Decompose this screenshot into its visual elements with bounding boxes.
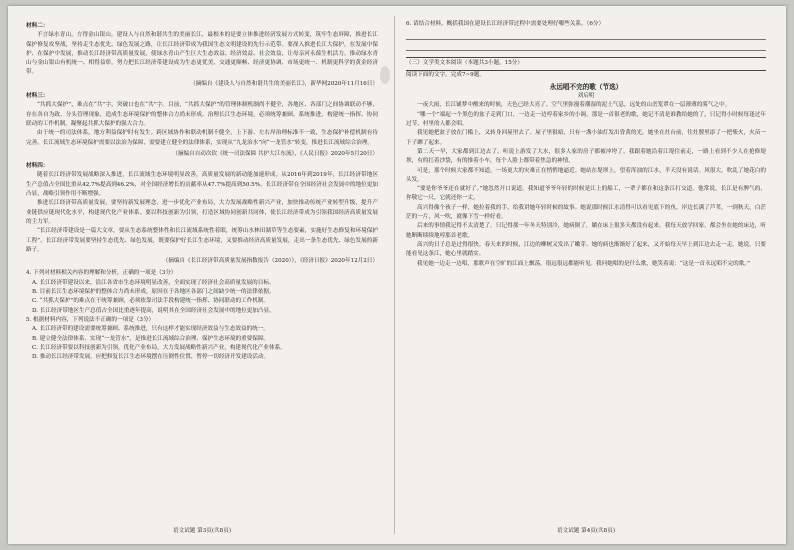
question-4-option: D. 长江经济带地区生产总值占全国比重逐年提高，说明其在全国经济社会发展中的地位更加凸显。	[32, 307, 275, 314]
page-3	[26, 20, 378, 536]
page-divider	[394, 16, 395, 534]
page-4	[406, 20, 766, 536]
story-para: 后来的事情我记得不太清楚了。只记得那一年冬天特别冷，她病倒了，躺在床上很多天都没有起来。我每天放学回家，都会坐在她的床边，听她断断续续地哼那首老歌。	[406, 223, 766, 239]
material-four-para: 随着长江经济带发展战略深入推进，长江流域生态环境明显改善，高质量发展的新动能加速形成。从2016年到2019年，长江经济带地区生产总值占全国比重从42.7%提高到46.2%，对全国经济增长的贡献率从47.7%提高到50.5%。长江经济带在全国经济社会发展中的地位更加凸显，战略引领作用不断增强。	[26, 172, 378, 198]
story-para: 第二天一早，大家都到江边去了。听说上游发了大水，很多人家的房子都被冲垮了。我跟着她沿着江堤往前走，一路上看到不少人在抢修堤坝，有的扛着沙袋，有的推着小车，每个人脸上都带着焦急的神情。	[406, 148, 766, 165]
story-title: 永远唱不完的歌（节选）	[549, 82, 623, 91]
question-5-option: A. 长江经济带的建设需要统筹兼顾、系统推进，只有这样才能实现经济效益与生态效益的统一。	[32, 326, 269, 333]
question-5-stem: 5. 根据材料内容，下列说法不正确的一项是（3分）	[26, 316, 155, 323]
question-5-option: C. 长江经济带要以科技创新为引领，优化产业布局，大力发展战略性新兴产业，构建现代化产业体系。	[32, 344, 286, 351]
material-three-para: 由于统一的司法体系，地方利益保护时有发生。跨区域协作和联动机制不健全，上下游、左右岸治理标准不一致，生态保护补偿机制有待完善。长江流域生态环境保护需要以法治为保障，需要建立健全的法律体系，实现从“九龙治水”向“一龙管水”转变，推进长江流域综合治理。	[26, 130, 378, 146]
material-three-source: （摘编自自动次钦《统一司法保障 共护大江东流》，《人民日报》2020年5月20日）	[172, 150, 378, 157]
section-heading: （三）文学类文本阅读（本题共3小题，15分）	[406, 57, 766, 70]
scan-smudge	[380, 66, 390, 84]
material-three-title: 材料三：	[26, 93, 49, 100]
story-author: 刘启明	[577, 93, 595, 100]
answer-line[interactable]	[406, 32, 766, 40]
story-para: 高兴的日子总是过得很快。春天来的时候，江边的柳树又发出了嫩芽。她的病也渐渐好了起来，又开始每天早上到江边去走一走。她说，只要能看见这条江，她心里就踏实。	[406, 241, 766, 258]
page-3-footer: 语文试题 第3页(共8页)	[172, 527, 231, 534]
story-para: 我见她把盆子放在门槛上，又转身回屋里去了。屋子里很暗，只有一盏小油灯发出昏黄的光。她坐在灶台前，往灶膛里添了一把柴火，火苗一下子蹿了起来。	[406, 130, 766, 146]
question-5-option: B. 建立健全法律体系、实现“一龙管水”，是推进长江流域综合治理、保护生态环境的重要保障。	[32, 335, 270, 342]
story-para: 可是，那个时候大家都不知道，一场更大的灾难正在悄悄地逼近。她站在堤坝上，望着浑浊的江水，半天没有说话。风很大，吹乱了她花白的头发。	[406, 167, 766, 183]
exam-sheet	[8, 6, 786, 544]
answer-line[interactable]	[406, 43, 766, 51]
question-4-option: C. “共抓大保护”的难点在于统筹兼顾，必须依靠司法手段构建统一指挥、协同联动的工作机制。	[32, 298, 270, 305]
material-four-title: 材料四：	[26, 163, 49, 170]
material-four-para: 推进长江经济带高质量发展，要坚持新发展理念，进一步优化产业布局，大力发展战略性新兴产业，加快推动传统产业转型升级，提升产业链供应链现代化水平，构建现代化产业体系。要以科技创新为引领，打造区域协同创新共同体，使长江经济带成为引领我国经济高质量发展的主力军。	[26, 200, 378, 225]
material-two-title: 材料二：	[26, 23, 49, 29]
question-4-option: A. 长江经济带建设以来，沿江各省市生态环境明显改善，全面实现了经济社会高质量发展的目标。	[32, 279, 275, 286]
material-four-source: （摘编自《长江经济带高质量发展指数报告（2020）》，《经济日报》2020年12月2日）	[162, 258, 378, 265]
question-4-option: B. 目前长江生态环境保护的整体合力尚未形成，原因在于各地区各部门之间缺少统一的法律依据。	[32, 289, 275, 296]
question-5-option: D. 推动长江经济带发展，应把修复长江生态环境摆在压倒性位置，暂停一切经济开发建设活动。	[32, 354, 270, 361]
story-para: 高兴得像个孩子一样，她拉着我的手，给我讲她年轻时候的故事。她说那时候江水清得可以看见底下的鱼，岸边长满了芦苇，一到秋天，白茫茫的一片，风一吹，就像下雪一样好看。	[406, 204, 766, 221]
material-four-para: “长江经济带建设是一篇大文章，要从生态系统整体性和长江流域系统性着眼，统筹山水林田湖草等生态要素，实施好生态修复和环境保护工程”。长江经济带发展要坚持生态优先、绿色发展，既要保护好长江生态环境，又要推动经济高质量发展，走出一条生态优先、绿色发展的新路子。	[26, 228, 378, 253]
story-para: “哪一个”端起一个黑色的盆子走到门口，一边走一边哼着家乡的小调。那是一首很老的歌，她记不清是谁教给她的了，只记得小时候每逢过年过节，村里的人都会唱。	[406, 111, 766, 128]
page-4-footer: 语文试题 第4页(共8页)	[556, 527, 615, 534]
story-para: “要是你爷爷还在就好了。”她忽然开口说道。我知道爷爷年轻的时候是江上的船工，一辈子都在和这条江打交道。他常说，长江是有脾气的，你敬它一尺，它就还你一丈。	[406, 186, 766, 202]
material-three-para: “共抓大保护”，难点在“共”字，突破口也在“共”字。目前，“共抓大保护”的管理体制机制尚不健全，各地区、各部门之间协调联动不够，存在各自为政、分头管理现象，造成生态环境保护的整体合力尚未形成。治理长江生态环境，必须统筹兼顾、系统推进，构建统一指挥、协同联动的工作机制，凝聚起共抓大保护的强大合力。	[26, 102, 378, 127]
question-4-stem: 4. 下列对材料相关内容的理解和分析，正确的一项是（3分）	[26, 270, 177, 277]
story-para: 一夜大雨，长江铺梦中醒来的时候，天色已经大亮了。空气里弥漫着潮湿的泥土气息，远处的山峦笼罩在一层薄薄的雾气之中。	[417, 102, 731, 109]
material-two-para: 不言绿水青山，方得金山银山。建设人与自然和谐共生的美丽长江，最根本的是要立体推进经济发展方式转变，筑牢生态屏障，推进长江保护修复攻坚战，坚持走生态优先、绿色发展之路，让长江经济带成为我国生态文明建设的先行示范带。要深入推进长江大保护，在发展中保护、在保护中发展，推动长江经济带高质量发展，使绿水青山产生巨大生态效益、经济效益、社会效益，让母亲河永葆生机活力。推动绿水青山与金山银山有机统一、相得益彰，努力把长江经济带建设成为生态更优美、交通更顺畅、经济更协调、市场更统一、机制更科学的黄金经济带。	[26, 32, 378, 76]
story-para: 我见她一边走一边唱，那歌声在空旷的江面上飘荡，很远很远都能听见。我问她唱的是什么歌，她笑着说：“这是一首永远唱不完的歌。”	[417, 260, 750, 267]
question-6-stem: 6. 请结合材料，概括我国在建设长江经济带过程中需要处理好哪些关系。（6分）	[406, 21, 605, 27]
material-two-source: （摘编自《建设人与自然和谐共生的美丽长江》，新华网2020年11月16日）	[190, 80, 378, 87]
section-instruction: 阅读下面的文字，完成7~9题。	[406, 71, 485, 78]
